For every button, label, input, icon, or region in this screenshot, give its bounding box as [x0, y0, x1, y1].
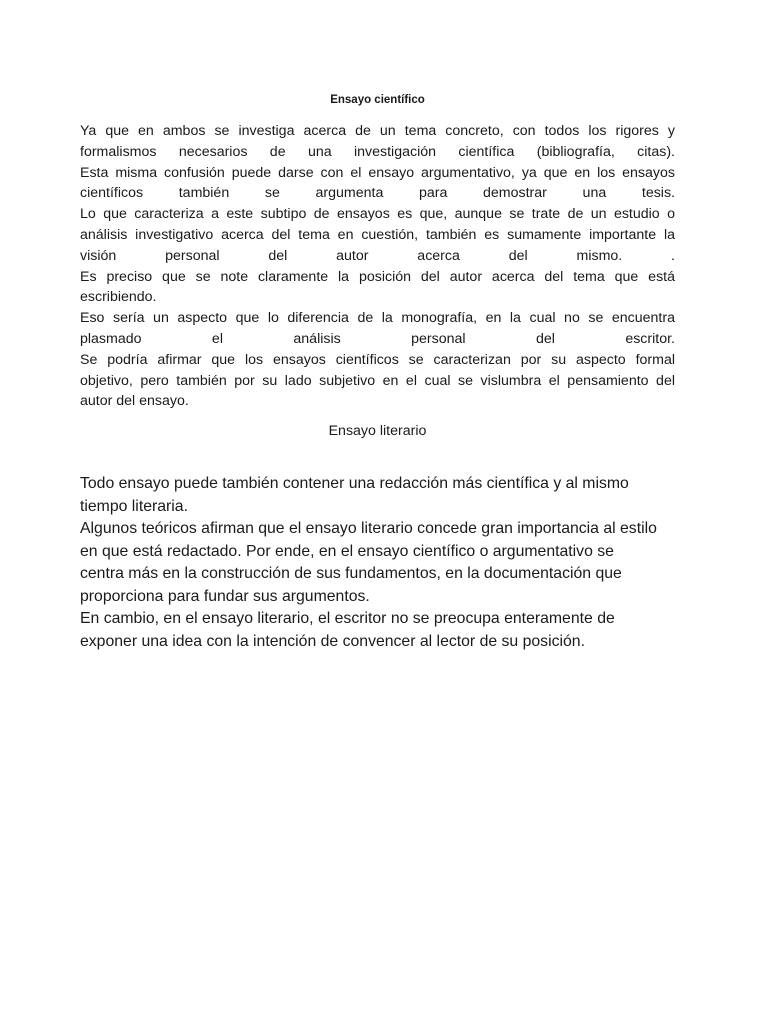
body-line: objetivo, pero también por su lado subjetivo en el cual se vislumbra el pensamiento del: [80, 372, 675, 389]
body-line: autor del ensayo.: [80, 393, 189, 410]
body-line: proporciona para fundar sus argumentos.: [80, 587, 370, 605]
body-line: Todo ensayo puede también contener una redacción más científica y al mismo: [80, 475, 629, 492]
body-line: Esta misma confusión puede darse con el ensayo argumentativo, ya que en los ensayos: [80, 164, 675, 181]
scientific-essay-body: [80, 121, 675, 412]
body-line: Eso sería un aspecto que lo diferencia de la monografía, en la cual no se encuentra: [80, 310, 675, 327]
body-line: plasmado el análisis personal del escritor.: [80, 330, 675, 347]
body-line: Ya que en ambos se investiga acerca de un tema concreto, con todos los rigores y: [80, 123, 675, 139]
body-line: Es preciso que se note claramente la posición del autor acerca del tema que está: [80, 268, 675, 285]
body-line: Lo que caracteriza a este subtipo de ensayos es que, aunque se trate de un estudio o: [80, 206, 675, 223]
body-line: exponer una idea con la intención de convencer al lector de su posición.: [80, 632, 585, 650]
body-line: análisis investigativo acerca del tema en cuestión, también es sumamente importante la: [80, 226, 675, 243]
body-line: En cambio, en el ensayo literario, el escritor no se preocupa enteramente de: [80, 610, 615, 627]
section-title-scientific: Ensayo científico: [330, 94, 425, 106]
body-line: formalismos necesarios de una investigación científica (bibliografía, citas).: [80, 143, 675, 160]
section-title-literary: Ensayo literario: [328, 423, 427, 439]
body-line: escribiendo.: [80, 289, 157, 306]
body-line: científicos también se argumenta para demostrar una tesis.: [80, 185, 675, 202]
body-line: visión personal del autor acerca del mismo. .: [80, 247, 675, 264]
body-line: centra más en la construcción de sus fundamentos, en la documentación que: [80, 565, 622, 582]
body-line: Se podría afirmar que los ensayos científicos se caracterizan por su aspecto formal: [80, 351, 675, 368]
body-line: en que está redactado. Por ende, en el ensayo científico o argumentativo se: [80, 542, 614, 560]
literary-essay-body: [80, 473, 680, 653]
body-line: Algunos teóricos afirman que el ensayo literario concede gran importancia al estilo: [80, 520, 657, 537]
body-line: tiempo literaria.: [80, 497, 188, 515]
